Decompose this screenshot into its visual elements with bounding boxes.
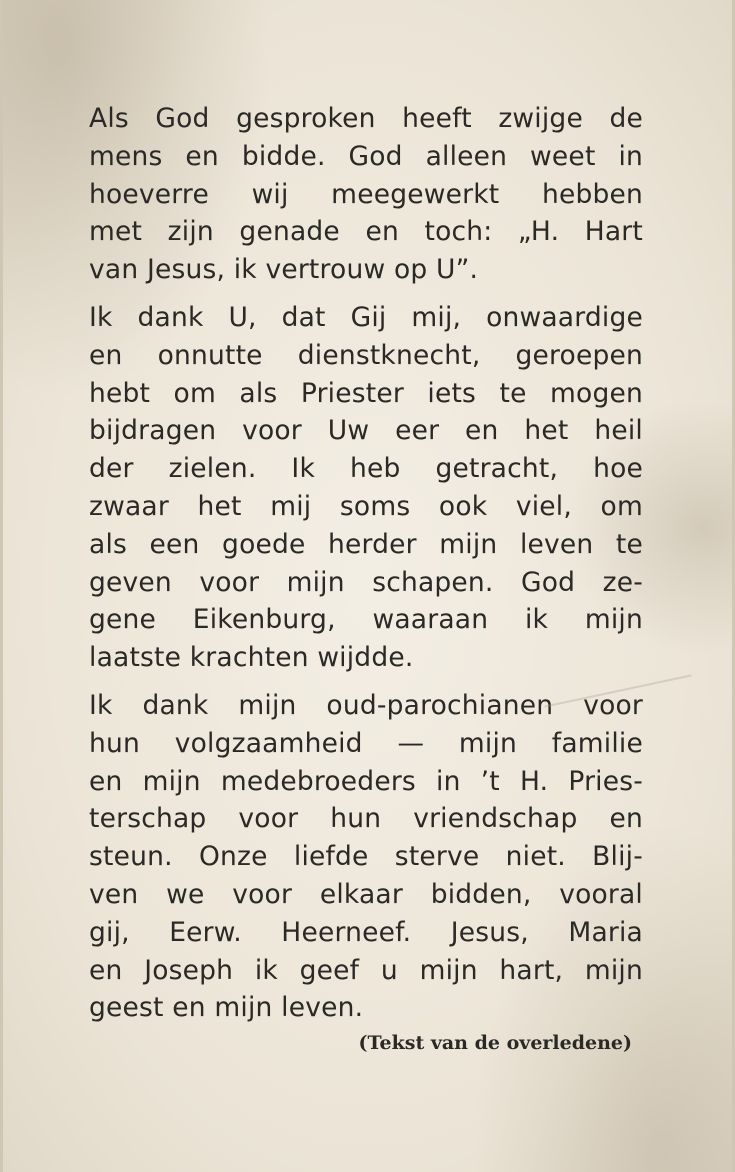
text-line: en Joseph ik geef u mijn hart, mijn	[89, 954, 643, 986]
text-line: hun volgzaamheid — mijn familie	[89, 727, 643, 759]
text-line: terschap voor hun vriendschap en	[89, 803, 643, 835]
text-line: met zijn genade en toch: „H. Hart	[89, 216, 643, 248]
text-line: als een goede herder mijn leven te	[89, 528, 643, 560]
attribution: (Tekst van de overledene)	[358, 1032, 632, 1054]
text-line: en mijn medebroeders in ’t H. Pries-	[89, 765, 643, 797]
text-line: Ik dank U, dat Gij mij, onwaardige	[89, 301, 643, 333]
card-text	[89, 100, 643, 1037]
text-line: steun. Onze liefde sterve niet. Blij-	[89, 841, 643, 873]
text-line: en onnutte dienstknecht, geroepen	[89, 339, 643, 371]
text-line: geven voor mijn schapen. God ze-	[89, 566, 643, 598]
text-line: der zielen. Ik heb getracht, hoe	[89, 453, 643, 485]
text-line: hebt om als Priester iets te mogen	[89, 377, 643, 409]
text-line: hoeverre wij meegewerkt hebben	[89, 178, 643, 210]
text-line: bijdragen voor Uw eer en het heil	[89, 415, 643, 447]
paragraph-1	[89, 100, 643, 289]
text-line: mens en bidde. God alleen weet in	[89, 140, 643, 172]
text-line: van Jesus, ik vertrouw op U”.	[89, 254, 479, 286]
text-line: gene Eikenburg, waaraan ik mijn	[89, 604, 643, 636]
text-line: gij, Eerw. Heerneef. Jesus, Maria	[89, 916, 643, 948]
paragraph-2	[89, 299, 643, 677]
text-line: Ik dank mijn oud-parochianen voor	[89, 689, 643, 721]
text-line: Als God gesproken heeft zwijge de	[89, 103, 643, 134]
text-line: ven we voor elkaar bidden, vooral	[89, 878, 643, 910]
text-line: laatste krachten wijdde.	[89, 642, 414, 674]
text-line: geest en mijn leven.	[89, 992, 364, 1024]
text-line: zwaar het mij soms ook viel, om	[89, 490, 643, 522]
paragraph-3	[89, 687, 643, 1027]
